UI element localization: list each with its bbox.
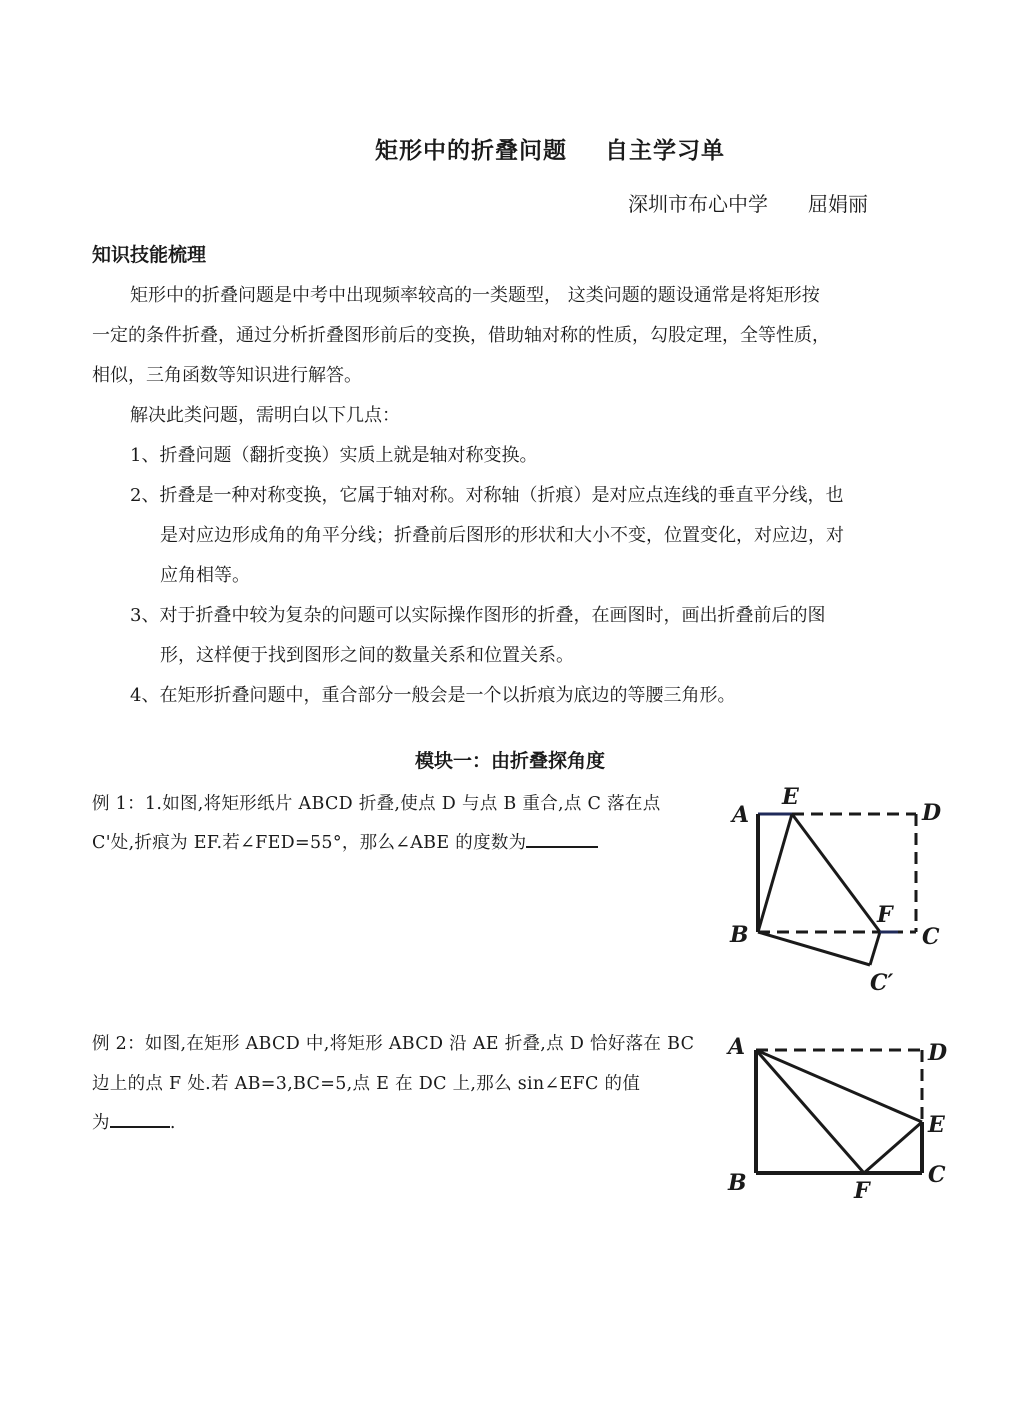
title-sub: 自主学习单	[605, 138, 725, 164]
school-name: 深圳市布心中学	[628, 192, 768, 216]
page-title	[0, 132, 1020, 165]
author-line	[628, 188, 868, 217]
answer-blank-1[interactable]	[526, 845, 598, 848]
point-1: 1、折叠问题（翻折变换）实质上就是轴对称变换。	[130, 445, 538, 466]
fig1-edge-BC-prime	[758, 932, 870, 965]
section-heading-knowledge: 知识技能梳理	[92, 244, 207, 266]
title-main: 矩形中的折叠问题	[375, 138, 567, 164]
fig1-label-C-prime: C′	[870, 970, 894, 996]
point-3-line-1: 3、对于折叠中较为复杂的问题可以实际操作图形的折叠，在画图时，画出折叠前后的图	[130, 605, 826, 626]
example1-line-2	[92, 829, 598, 854]
example2-line-1: 例 2：如图,在矩形 ABCD 中,将矩形 ABCD 沿 AE 折叠,点 D 恰好落在 BC	[92, 1034, 695, 1054]
answer-blank-2[interactable]	[110, 1125, 170, 1128]
figure-1-diagram	[720, 780, 960, 1000]
point-3-line-2: 形，这样便于找到图形之间的数量关系和位置关系。	[160, 645, 574, 666]
example2-line-2: 边上的点 F 处.若 AB=3,BC=5,点 E 在 DC 上,那么 sin∠EFC 的值	[92, 1074, 641, 1094]
fig2-label-E: E	[928, 1112, 945, 1138]
point-2-line-1: 2、折叠是一种对称变换，它属于轴对称。对称轴（折痕）是对应点连线的垂直平分线，也	[130, 485, 844, 506]
solve-intro: 解决此类问题，需明白以下几点：	[130, 405, 400, 426]
example1-line-2-text: C'处,折痕为 EF.若∠FED=55°，那么∠ABE 的度数为	[92, 833, 527, 853]
fig2-edge-AF	[756, 1050, 864, 1173]
fig1-edge-FC-prime	[870, 932, 880, 965]
section-heading-module1: 模块一：由折叠探角度	[414, 750, 605, 772]
intro-line-3: 相似，三角函数等知识进行解答。	[92, 365, 362, 386]
example2-prefix: 为	[92, 1113, 110, 1133]
fig2-label-F: F	[854, 1178, 870, 1204]
fig1-label-D: D	[922, 800, 942, 826]
fig2-label-A: A	[728, 1034, 746, 1060]
example2-suffix: .	[169, 1113, 176, 1133]
fig1-label-B: B	[730, 922, 749, 948]
intro-line-1: 矩形中的折叠问题是中考中出现频率较高的一类题型， 这类问题的题设通常是将矩形按	[130, 285, 820, 306]
example1-line-1: 例 1：1.如图,将矩形纸片 ABCD 折叠,使点 D 与点 B 重合,点 C 落在点	[92, 794, 661, 814]
figure-2-diagram	[720, 1030, 960, 1210]
fig2-edge-FE	[864, 1122, 922, 1173]
fig1-label-E: E	[782, 784, 799, 810]
fig2-label-C: C	[928, 1162, 946, 1188]
fig2-edge-AE	[756, 1050, 922, 1122]
intro-line-2: 一定的条件折叠，通过分析折叠图形前后的变换，借助轴对称的性质，勾股定理，全等性质，	[92, 325, 830, 346]
fig1-label-F: F	[877, 902, 893, 928]
fig2-label-B: B	[728, 1170, 747, 1196]
example2-line-3	[92, 1109, 176, 1134]
point-4: 4、在矩形折叠问题中，重合部分一般会是一个以折痕为底边的等腰三角形。	[130, 685, 736, 706]
fig1-label-C: C	[922, 924, 940, 950]
fig2-label-D: D	[928, 1040, 948, 1066]
fig1-label-A: A	[732, 802, 750, 828]
author-name: 屈娟丽	[808, 192, 868, 216]
point-2-line-2: 是对应边形成角的角平分线；折叠前后图形的形状和大小不变，位置变化，对应边，对	[160, 525, 844, 546]
point-2-line-3: 应角相等。	[160, 565, 250, 586]
fig1-edge-BE	[758, 814, 792, 932]
fig1-edge-EF	[792, 814, 880, 932]
